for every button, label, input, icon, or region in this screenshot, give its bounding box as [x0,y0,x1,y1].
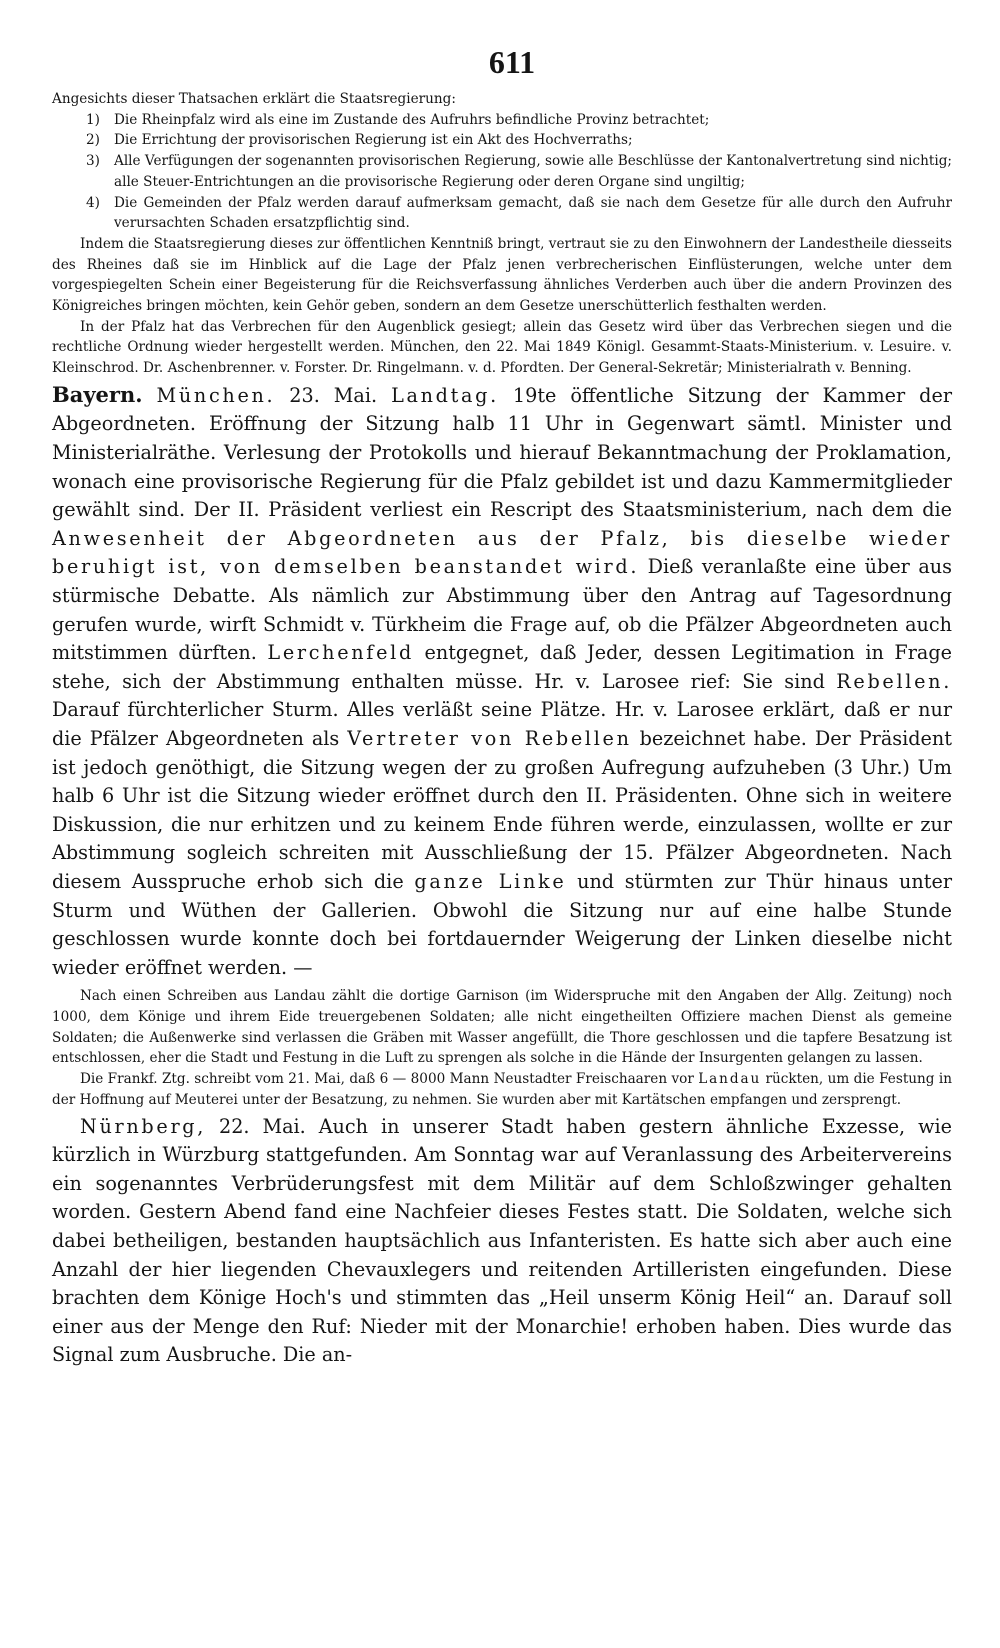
text-run: 23. Mai. [275,383,392,407]
text-run: Die Frankf. Ztg. schreibt vom 21. Mai, daß 6 — 8000 Mann Neustadter Freischaaren vor [80,1071,699,1088]
text-run: 19te öffentliche Sitzung der Kammer der Abgeordneten. Eröffnung der Sitzung halb 11 Uhr in Gegenwart sämtl. Minister und Ministerialräthe. Verlesung der Protokolls und hierauf Bekanntmachung der Proklamation, wonach eine provisorische Regierung für die Pfalz gebildet ist und dazu Kammermitglieder gewählt sind. Der II. Präsident verliest ein Rescript des Staatsministerium, nach dem die [52,383,952,522]
emphasis-lerchenfeld: Lerchenfeld [267,641,414,665]
point-number: 2) [86,132,100,149]
text-run: Darauf fürchterlicher Sturm. Alles verläßt seine Plätze. Hr. v. Larosee erklärt, daß er nur die Pfälzer Abgeordneten als [52,698,952,750]
paragraph-staatsregierung: Indem die Staatsregierung dieses zur öffentlichen Kenntniß bringt, vertraut sie zu den Einwohnern der Landestheile diesseits des Rheines daß sie im Hinblick auf die Lage der Pfalz jenen verbrecherischen Einflüsterungen, welche unter dem vorgespiegelten Schein einer Begeisterung für die Reichsverfassung ähnliches Verderben auch über die andern Provinzen des Königreiches bringen möchten, kein Gehör geben, sondern an dem Gesetze unerschütterlich festhalten werden. [52,235,952,315]
paragraph-pfalz-signatures: In der Pfalz hat das Verbrechen für den Augenblick gesiegt; allein das Gesetz wird über das Verbrechen siegen und die rechtliche Ordnung wieder hergestellt werden. München, den 22. Mai 1849 Königl. Gesammt-Staats-Ministerium. v. Lesuire. v. Kleinschrod. Dr. Aschenbrenner. v. Forster. Dr. Ringelmann. v. d. Pfordten. Der General-Sekretär; Ministerialrath v. Benning. [52,318,952,377]
point-text: Die Rheinpfalz wird als eine im Zustande des Aufruhrs befindliche Provinz betrachtet; [114,111,710,128]
page-number: 611 [488,44,536,80]
point-2 [86,130,952,151]
point-4 [86,193,952,234]
article-bayern [52,381,952,982]
emphasis-rebellen: Rebellen. [836,669,952,693]
section-heading-bayern: Bayern. [52,381,143,407]
intro-line: Angesichts dieser Thatsachen erklärt die Staatsregierung: [52,91,456,107]
emphasis-anwesenheit: Anwesenheit der Abgeordneten aus der Pfalz, bis dieselbe wieder beruhigt ist, von demselben beanstandet wird. [52,526,952,579]
paragraph-landau: Nach einen Schreiben aus Landau zählt die dortige Garnison (im Widerspruche mit den Angaben der Allg. Zeitung) noch 1000, dem Könige und ihrem Eide treuergebenen Soldaten; alle nicht eingetheilten Offiziere machen Dienst als gemeine Soldaten; die Außenwerke sind verlassen die Gräben mit Wasser angefüllt, die Thore geschlossen und die tapfere Besatzung ist entschlossen, eher die Stadt und Festung in die Luft zu sprengen als solche in die Hände der Insurgenten gelangen zu lassen. [52,988,952,1067]
point-text: Die Gemeinden der Pfalz werden darauf aufmerksam gemacht, daß sie nach dem Gesetze für alle durch den Aufruhr verursachten Schaden ersatzpflichtig sind. [114,194,952,232]
dateline-nuernberg: Nürnberg, [80,1114,207,1138]
emphasis-ganze-linke: ganze Linke [414,869,567,893]
point-text: Die Errichtung der provisorischen Regierung ist ein Akt des Hochverraths; [114,132,633,149]
point-1 [86,110,952,131]
emphasis-landtag: Landtag. [391,383,499,407]
text-run: bezeichnet habe. Der Präsident ist jedoch genöthigt, die Sitzung wegen der zu großen Aufregung aufzuheben (3 Uhr.) Um halb 6 Uhr ist die Sitzung wieder eröffnet durch den II. Präsidenten. Ohne sich in weitere Diskussion, die nur erhitzen und zu keinem Ende führen werde, einzulassen, wollte er zur Abstimmung sogleich schreiten mit Ausschließung der 15. Pfälzer Abgeordneten. Nach diesem Ausspruche erhob sich die [52,726,952,893]
point-number: 4) [86,194,100,211]
text-run: Dieß veranlaßte eine über aus stürmische Debatte. Als nämlich zur Abstimmung über den Antrag auf Tagesordnung gerufen wurde, wirft Schmidt v. Türkheim die Frage auf, ob die Pfälzer Abgeordneten auch mitstimmen dürften. [52,555,952,665]
point-number: 3) [86,153,100,170]
article-nuernberg [52,1113,952,1370]
text-run: entgegnet, daß Jeder, dessen Legitimation in Frage stehe, sich der Abstimmung enthalten müsse. Hr. v. Larosee rief: Sie sind [52,641,952,693]
point-3 [86,151,952,192]
text-run: und stürmten zur Thür hinaus unter Sturm und Wüthen der Gallerien. Obwohl die Sitzung nur auf eine halbe Stunde geschlossen wurde konnte doch bei fortdauernder Weigerung der Linken dieselbe nicht wieder eröffnet werden. — [52,869,952,979]
paragraph-frankfurter-zeitung [52,1069,952,1110]
dateline-place: München. [156,383,276,407]
text-run: 22. Mai. Auch in unserer Stadt haben gestern ähnliche Exzesse, wie kürzlich in Würzburg stattgefunden. Am Sonntag war auf Veranlassung des Arbeitervereins ein sogenanntes Verbrüderungsfest mit dem Militär auf dem Schloßzwinger gehalten worden. Gestern Abend fand eine Nachfeier dieses Festes statt. Die Soldaten, welche sich dabei betheiligen, bestanden hauptsächlich aus Infanteristen. Es hatte sich aber auch eine Anzahl der hier liegenden Chevauxlegers und reitenden Artilleristen eingefunden. Diese brachten dem Könige Hoch's und stimmten das „Heil unserm König Heil“ an. Darauf soll einer aus der Menge den Ruf: Nieder mit der Monarchie! erhoben haben. Dies wurde das Signal zum Ausbruche. Die an- [52,1114,952,1367]
emphasis-landau: Landau [698,1071,762,1088]
point-number: 1) [86,111,100,128]
newspaper-page [52,44,952,1370]
emphasis-vertreter: Vertreter von Rebellen [347,726,632,750]
point-text: Alle Verfügungen der sogenannten provisorischen Regierung, sowie alle Beschlüsse der Kantonalvertretung sind nichtig; alle Steuer-Entrichtungen an die provisorische Regierung oder deren Organe sind ungiltig; [114,153,952,190]
text-run: rückten, um die Festung in der Hoffnung auf Meuterei unter der Besatzung, zu nehmen. Sie wurden aber mit Kartätschen empfangen und zersprengt. [52,1071,952,1108]
